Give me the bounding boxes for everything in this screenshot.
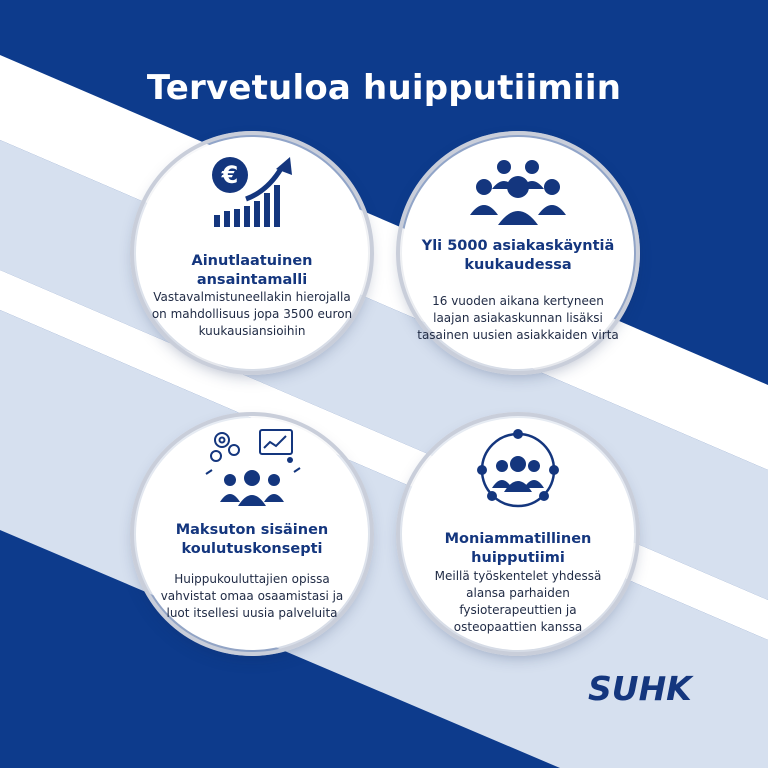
feature-card-customers (402, 137, 634, 369)
card-description: 16 vuoden aikana kertyneen laajan asiakaskunnan lisäksi tasainen uusien asiakkaiden virta (417, 294, 619, 342)
card-title: Ainutlaatuinen ansaintamalli (191, 253, 313, 288)
card-description: Huippukouluttajien opissa vahvistat omaa osaamistasi ja luot itsellesi uusia palveluita (160, 572, 344, 620)
feature-card-training (136, 418, 368, 650)
people-group-icon (402, 157, 634, 229)
svg-text:€: € (221, 161, 239, 189)
logo-text: SUHK (588, 669, 692, 708)
card-title: Yli 5000 asiakaskäyntiä kuukaudessa (421, 238, 615, 273)
feature-card-team (402, 418, 634, 650)
card-title: Moniammatillinen huipputiimi (444, 531, 592, 566)
suhk-logo (586, 668, 710, 708)
card-title: Maksuton sisäinen koulutuskonsepti (175, 522, 329, 557)
feature-card-earnings (136, 137, 368, 369)
card-description: Meillä työskentelet yhdessä alansa parhaiden fysioterapeuttien ja osteopaattien kanssa (434, 569, 602, 634)
page-title: Tervetuloa huipputiimiin (146, 68, 622, 108)
card-description: Vastavalmistuneellakin hierojalla on mahdollisuus jopa 3500 euron kuukausiansioihin (151, 290, 353, 338)
training-concept-icon (136, 426, 368, 510)
network-team-icon (402, 426, 634, 512)
euro-growth-chart-icon (136, 151, 368, 231)
